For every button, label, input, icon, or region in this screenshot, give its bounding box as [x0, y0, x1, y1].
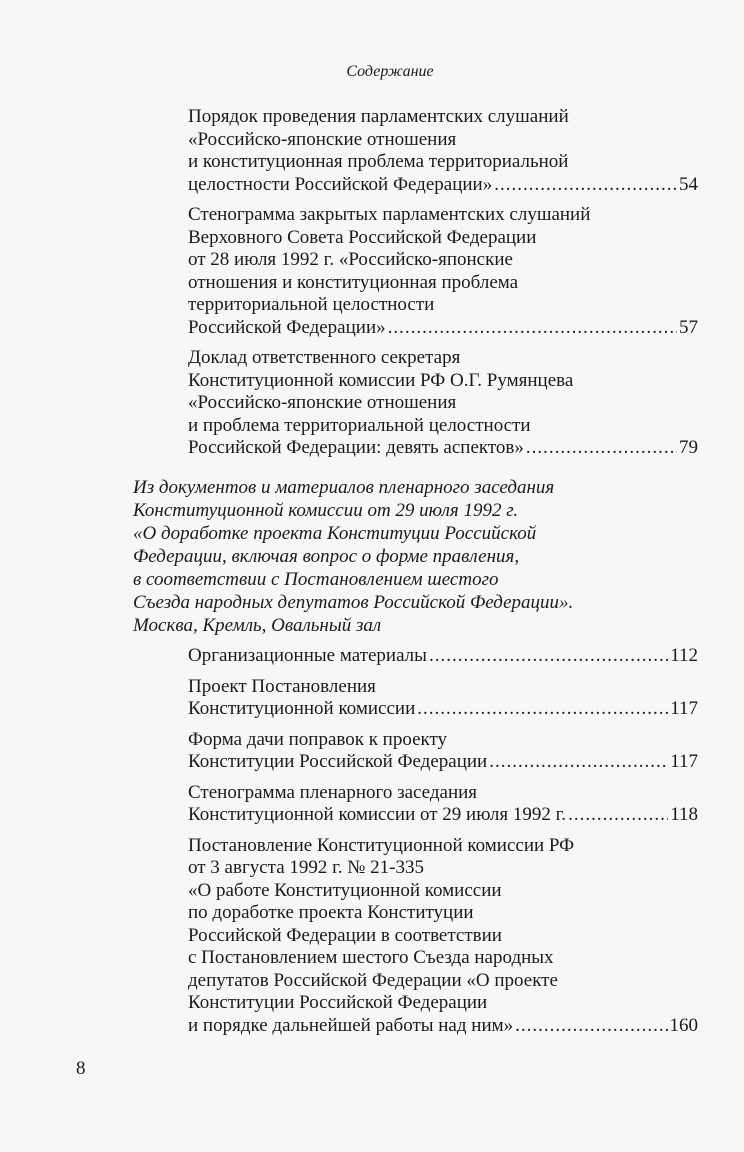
section-line: в соответствии с Постановлением шестого	[133, 569, 499, 590]
toc-entry-last-line	[188, 645, 698, 668]
toc-entry-line: по доработке проекта Конституции	[188, 902, 474, 923]
toc-entry-last-line	[188, 751, 698, 774]
toc-entry-line: с Постановлением шестого Съезда народных	[188, 947, 554, 968]
section-line: Съезда народных депутатов Российской Федерации».	[133, 592, 574, 613]
toc-page-ref: 160	[669, 1014, 698, 1036]
toc-entry-line: Доклад ответственного секретаря	[188, 347, 461, 368]
toc-entry-line: территориальной целостности	[188, 294, 435, 315]
section-heading	[133, 476, 713, 637]
section-line: Федерации, включая вопрос о форме правления,	[133, 546, 520, 567]
toc-entry[interactable]	[188, 204, 698, 339]
toc-entry-line: Порядок проведения парламентских слушаний	[188, 106, 569, 127]
toc-entry-line: Стенограмма закрытых парламентских слушаний	[188, 204, 591, 225]
toc-entry-line: Постановление Конституционной комиссии РФ	[188, 834, 575, 856]
toc-entry[interactable]	[188, 645, 698, 668]
toc-entry-last-line	[188, 698, 698, 721]
toc-entry-text: Конституционной комиссии	[188, 698, 416, 719]
dot-leader	[388, 317, 677, 340]
toc-entry-line: Российской Федерации в соответствии	[188, 924, 502, 946]
toc-entry-last-line	[188, 174, 698, 197]
toc-entry-line: Верховного Совета Российской Федерации	[188, 226, 537, 248]
toc-entry-last-line	[188, 1015, 698, 1038]
dot-leader	[526, 437, 677, 460]
toc-page-ref: 117	[670, 751, 698, 772]
dot-leader	[417, 698, 668, 721]
toc-page-ref: 57	[679, 316, 698, 338]
toc-entry-line: Стенограмма пленарного заседания	[188, 781, 478, 803]
toc-entry-text: Конституции Российской Федерации	[188, 751, 488, 772]
toc-group-plenary	[188, 645, 698, 1045]
dot-leader	[515, 1015, 667, 1038]
toc-entry-line: «Российско-японские отношения	[188, 392, 457, 413]
dot-leader	[568, 804, 668, 827]
toc-page-ref: 117	[670, 698, 698, 719]
page-number: 8	[76, 1058, 86, 1079]
toc-entry-line: Конституции Российской Федерации	[188, 992, 488, 1013]
toc-entry-line: отношения и конституционная проблема	[188, 271, 519, 293]
toc-entry-line: от 28 июля 1992 г. «Российско-японские	[188, 249, 513, 270]
toc-entry-text: Российской Федерации»	[188, 316, 386, 338]
toc-page-ref: 54	[679, 173, 698, 195]
toc-entry-text: Российской Федерации: девять аспектов»	[188, 437, 524, 458]
section-line: Москва, Кремль, Овальный зал	[133, 615, 382, 636]
toc-entry[interactable]	[188, 729, 698, 774]
running-header: Содержание	[346, 63, 434, 80]
dot-leader	[429, 645, 668, 668]
toc-group-hearings	[188, 106, 698, 468]
toc-page-ref: 79	[679, 437, 698, 458]
toc-entry-line: и проблема территориальной целостности	[188, 414, 531, 436]
toc-entry-text: и порядке дальнейшей работы над ним»	[188, 1014, 514, 1036]
toc-entry[interactable]	[188, 676, 698, 721]
toc-entry-line: «Российско-японские отношения	[188, 128, 457, 150]
toc-entry-line: «О работе Конституционной комиссии	[188, 879, 502, 901]
section-line: «О доработке проекта Конституции Российской	[133, 523, 537, 544]
toc-entry-last-line	[188, 317, 698, 340]
toc-entry-last-line	[188, 437, 698, 460]
toc-entry[interactable]	[188, 835, 698, 1038]
section-line: Конституционной комиссии от 29 июля 1992 г.	[133, 500, 519, 521]
toc-entry-line: Проект Постановления	[188, 675, 376, 697]
toc-entry-line: Форма дачи поправок к проекту	[188, 728, 448, 750]
toc-entry[interactable]	[188, 106, 698, 196]
section-line: Из документов и материалов пленарного заседания	[133, 477, 555, 498]
toc-entry[interactable]	[188, 347, 698, 460]
toc-entry-text: Организационные материалы	[188, 645, 427, 666]
toc-entry-last-line	[188, 804, 698, 827]
toc-entry-line: депутатов Российской Федерации «О проекте	[188, 969, 558, 991]
toc-entry-text: Конституционной комиссии от 29 июля 1992 г.	[188, 804, 567, 825]
toc-page-ref: 118	[670, 804, 698, 825]
dot-leader	[489, 751, 668, 774]
toc-entry-line: и конституционная проблема территориальной	[188, 151, 569, 172]
toc-entry-text: целостности Российской Федерации»	[188, 173, 493, 195]
toc-entry[interactable]	[188, 782, 698, 827]
toc-entry-line: Конституционной комиссии РФ О.Г. Румянцева	[188, 369, 574, 391]
dot-leader	[494, 174, 677, 197]
toc-entry-line: от 3 августа 1992 г. № 21-335	[188, 857, 425, 878]
toc-page-ref: 112	[670, 645, 698, 666]
